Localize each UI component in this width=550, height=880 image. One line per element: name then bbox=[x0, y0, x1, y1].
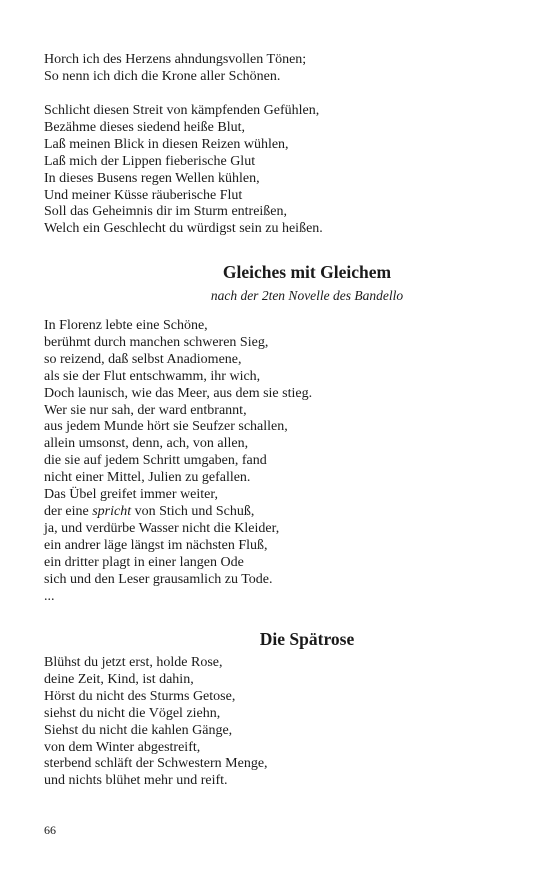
poem-title: Die Spätrose bbox=[259, 629, 355, 649]
verse-line: die sie auf jedem Schritt umgaben, fand bbox=[44, 453, 267, 469]
verse-fragment: von Stich und Schuß, bbox=[131, 503, 255, 519]
verse-line: deine Zeit, Kind, ist dahin, bbox=[44, 671, 194, 687]
verse-line: ein dritter plagt in einer langen Ode bbox=[44, 554, 244, 570]
verse-line: Wer sie nur sah, der ward entbrannt, bbox=[44, 402, 247, 418]
poem-subtitle: nach der 2ten Novelle des Bandello bbox=[210, 288, 404, 303]
verse-line: Doch launisch, wie das Meer, aus dem sie stieg. bbox=[44, 385, 313, 401]
verse-fragment: der eine bbox=[44, 503, 93, 519]
verse-line: In Florenz lebte eine Schöne, bbox=[44, 318, 208, 333]
verse-line: sich und den Leser grausamlich zu Tode. bbox=[44, 571, 273, 587]
page-number: 66 bbox=[44, 823, 56, 837]
verse-line: nicht einer Mittel, Julien zu gefallen. bbox=[44, 470, 251, 486]
verse-line: sterbend schläft der Schwestern Menge, bbox=[44, 756, 268, 772]
ellipsis: ... bbox=[44, 588, 55, 604]
emphasized-word: spricht bbox=[92, 503, 132, 519]
poem-stanza bbox=[44, 103, 514, 238]
verse-line: Siehst du nicht die kahlen Gänge, bbox=[44, 722, 233, 738]
poem-stanza bbox=[44, 655, 514, 790]
verse-line: so reizend, daß selbst Anadiomene, bbox=[44, 351, 242, 367]
poem-title: Gleiches mit Gleichem bbox=[222, 262, 392, 282]
verse-line: Schlicht diesen Streit von kämpfenden Gefühlen, bbox=[44, 103, 320, 118]
verse-line: aus jedem Munde hört sie Seufzer schallen, bbox=[44, 419, 288, 435]
verse-line: ja, und verdürbe Wasser nicht die Kleider, bbox=[44, 520, 280, 536]
verse-line: und nichts blühet mehr und reift. bbox=[44, 773, 228, 789]
verse-line: ein andrer läge längst im nächsten Fluß, bbox=[44, 537, 268, 553]
verse-line: Bezähme dieses siedend heiße Blut, bbox=[44, 119, 245, 135]
verse-line: Und meiner Küsse räuberische Flut bbox=[44, 187, 243, 203]
verse-line: berühmt durch manchen schweren Sieg, bbox=[44, 334, 269, 350]
verse-line: Das Übel greifet immer weiter, bbox=[44, 487, 218, 503]
verse-line: allein umsonst, denn, ach, von allen, bbox=[44, 436, 249, 452]
verse-line: von dem Winter abgestreift, bbox=[44, 739, 201, 755]
verse-line: So nenn ich dich die Krone aller Schönen. bbox=[44, 68, 281, 84]
verse-line: Hörst du nicht des Sturms Getose, bbox=[44, 688, 236, 704]
verse-line: Welch ein Geschlecht du würdigst sein zu heißen. bbox=[44, 221, 323, 237]
verse-line: Horch ich des Herzens ahndungsvollen Tönen; bbox=[44, 52, 307, 67]
verse-line: Blühst du jetzt erst, holde Rose, bbox=[44, 655, 223, 670]
verse-line: als sie der Flut entschwamm, ihr wich, bbox=[44, 368, 261, 384]
verse-line: Laß meinen Blick in diesen Reizen wühlen, bbox=[44, 136, 289, 152]
verse-line: siehst du nicht die Vögel ziehn, bbox=[44, 705, 221, 721]
verse-line: Laß mich der Lippen fieberische Glut bbox=[44, 153, 256, 169]
poem-stanza bbox=[44, 52, 514, 86]
verse-line: Soll das Geheimnis dir im Sturm entreißen, bbox=[44, 204, 288, 220]
verse-line bbox=[44, 504, 514, 521]
poem-stanza bbox=[44, 318, 514, 605]
verse-line: In dieses Busens regen Wellen kühlen, bbox=[44, 170, 260, 186]
